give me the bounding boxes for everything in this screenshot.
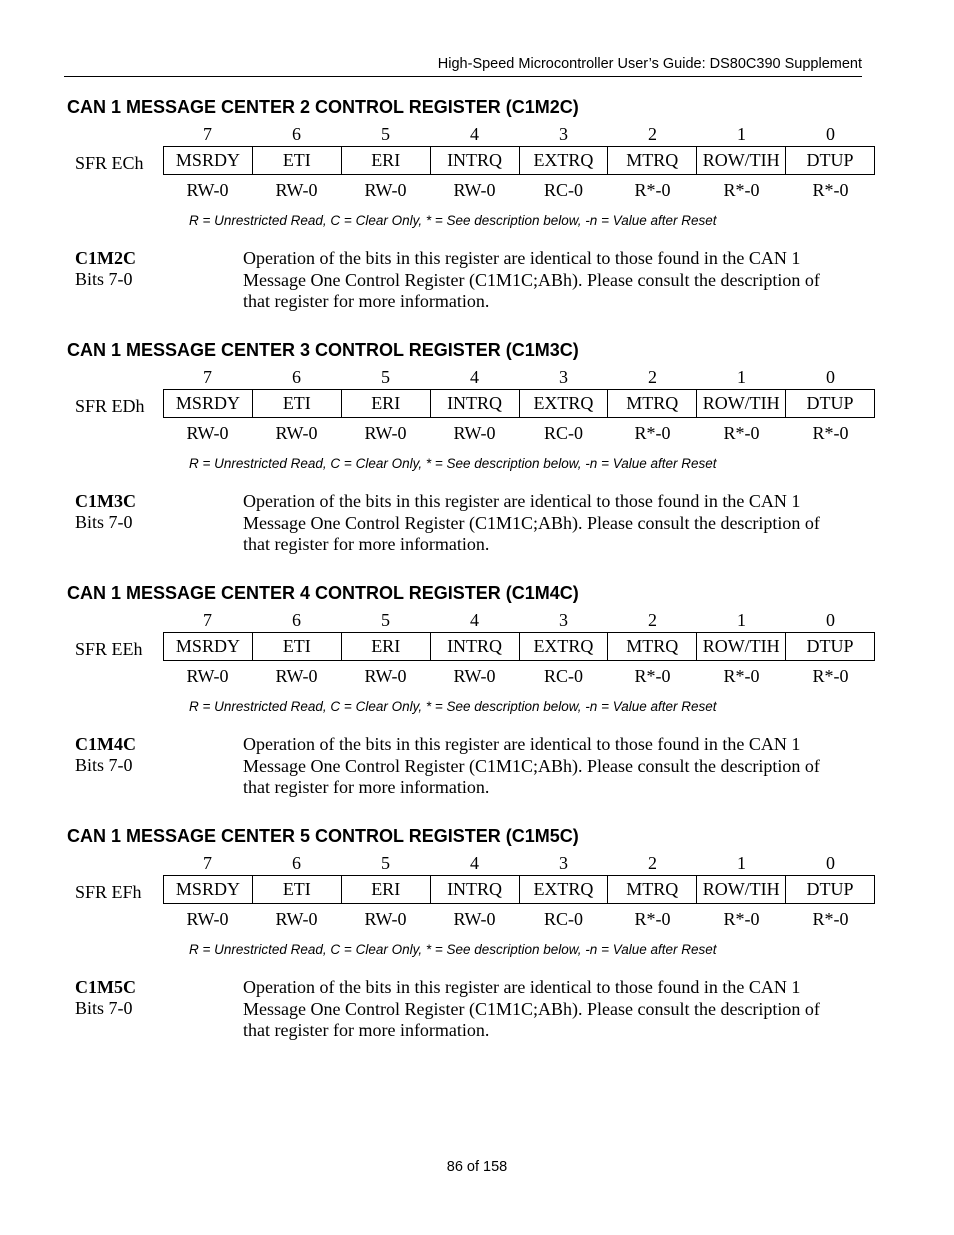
bit-number: 5: [381, 853, 390, 873]
access-value: R*-0: [723, 909, 760, 929]
access-value: RW-0: [364, 909, 407, 929]
access-legend: R = Unrestricted Read, C = Clear Only, * = See description below, -n = Value after Reset: [189, 456, 717, 471]
register-name: C1M3C: [75, 491, 136, 511]
bit-number-row: [163, 610, 875, 630]
access-value: RW-0: [275, 909, 318, 929]
access-legend: R = Unrestricted Read, C = Clear Only, * = See description below, -n = Value after Reset: [189, 699, 717, 714]
bit-number: 1: [737, 124, 746, 144]
bit-field: INTRQ: [431, 876, 520, 903]
access-value: R*-0: [634, 180, 671, 200]
access-value: RW-0: [453, 180, 496, 200]
bit-number: 7: [203, 610, 212, 630]
bit-number: 4: [470, 853, 479, 873]
register-section: [0, 96, 954, 326]
access-value: RW-0: [364, 180, 407, 200]
access-value: RW-0: [186, 666, 229, 686]
access-value: RC-0: [543, 180, 583, 200]
access-value: R*-0: [723, 180, 760, 200]
bit-number: 4: [470, 124, 479, 144]
bit-field: INTRQ: [431, 147, 520, 174]
register-section: [0, 825, 954, 1055]
bit-field: MSRDY: [164, 876, 253, 903]
bit-number-row: [163, 124, 875, 144]
access-value: R*-0: [634, 423, 671, 443]
bit-field: ROW/TIH: [697, 633, 786, 660]
section-title: CAN 1 MESSAGE CENTER 4 CONTROL REGISTER (C1M4C): [67, 583, 579, 603]
register-name: C1M5C: [75, 977, 136, 997]
access-value: RW-0: [453, 909, 496, 929]
bit-field: ETI: [253, 876, 342, 903]
access-row: [163, 909, 875, 929]
bit-field: MSRDY: [164, 147, 253, 174]
bit-number-row: [163, 367, 875, 387]
bit-field: DTUP: [806, 636, 854, 656]
bit-number: 2: [648, 853, 657, 873]
section-title: CAN 1 MESSAGE CENTER 2 CONTROL REGISTER (C1M2C): [67, 97, 579, 117]
register-description: Operation of the bits in this register are identical to those found in the CAN 1 Message One Control Register (C1M1C;ABh). Please consult the description of that register for more information.: [243, 491, 820, 554]
bit-number: 1: [737, 367, 746, 387]
bit-number: 3: [559, 853, 568, 873]
bit-range: Bits 7-0: [75, 512, 133, 532]
access-value: R*-0: [634, 666, 671, 686]
access-row: [163, 423, 875, 443]
access-value: RC-0: [543, 909, 583, 929]
bit-number: 2: [648, 610, 657, 630]
bit-number: 5: [381, 367, 390, 387]
bit-number: 3: [559, 610, 568, 630]
access-value: RC-0: [543, 666, 583, 686]
bit-field: MSRDY: [164, 633, 253, 660]
access-legend: R = Unrestricted Read, C = Clear Only, * = See description below, -n = Value after Reset: [189, 213, 717, 228]
bit-field: MTRQ: [608, 390, 697, 417]
bit-field: ROW/TIH: [697, 390, 786, 417]
access-value: RW-0: [364, 666, 407, 686]
access-value: R*-0: [812, 666, 849, 686]
bit-field: MTRQ: [608, 147, 697, 174]
bit-field: DTUP: [806, 879, 854, 899]
bit-field: EXTRQ: [520, 633, 609, 660]
bit-field: ETI: [253, 390, 342, 417]
bit-field: ROW/TIH: [697, 876, 786, 903]
register-description: Operation of the bits in this register are identical to those found in the CAN 1 Message One Control Register (C1M1C;ABh). Please consult the description of that register for more information.: [243, 734, 820, 797]
bit-range: Bits 7-0: [75, 269, 133, 289]
register-bit-fields: [163, 875, 875, 904]
bit-number: 0: [826, 367, 835, 387]
bit-number-row: [163, 853, 875, 873]
bit-number: 1: [737, 853, 746, 873]
bit-field: EXTRQ: [520, 876, 609, 903]
access-value: RW-0: [186, 909, 229, 929]
header-title: High-Speed Microcontroller User’s Guide: DS80C390 Supplement: [437, 56, 862, 72]
access-value: RW-0: [186, 423, 229, 443]
access-row: [163, 180, 875, 200]
page-number: 86 of 158: [446, 1159, 508, 1175]
access-value: RC-0: [543, 423, 583, 443]
sfr-address: SFR ECh: [75, 153, 144, 173]
bit-field: ERI: [342, 390, 431, 417]
bit-field: INTRQ: [431, 633, 520, 660]
bit-field: MTRQ: [608, 633, 697, 660]
bit-field: DTUP: [806, 150, 854, 170]
access-value: RW-0: [275, 180, 318, 200]
access-value: R*-0: [812, 909, 849, 929]
bit-number: 2: [648, 124, 657, 144]
bit-field: ERI: [342, 147, 431, 174]
bit-range: Bits 7-0: [75, 755, 133, 775]
bit-number: 4: [470, 610, 479, 630]
register-section: [0, 339, 954, 569]
access-value: RW-0: [453, 423, 496, 443]
access-value: RW-0: [275, 423, 318, 443]
bit-number: 1: [737, 610, 746, 630]
bit-number: 0: [826, 853, 835, 873]
bit-field: EXTRQ: [520, 147, 609, 174]
bit-number: 6: [292, 610, 301, 630]
access-value: R*-0: [812, 423, 849, 443]
bit-field: DTUP: [806, 393, 854, 413]
bit-number: 3: [559, 367, 568, 387]
bit-number: 3: [559, 124, 568, 144]
bit-number: 6: [292, 367, 301, 387]
access-value: RW-0: [364, 423, 407, 443]
bit-number: 6: [292, 124, 301, 144]
register-bit-fields: [163, 146, 875, 175]
access-value: RW-0: [275, 666, 318, 686]
bit-field: ROW/TIH: [697, 147, 786, 174]
access-legend: R = Unrestricted Read, C = Clear Only, * = See description below, -n = Value after Reset: [189, 942, 717, 957]
register-name: C1M2C: [75, 248, 136, 268]
bit-number: 7: [203, 853, 212, 873]
register-bit-fields: [163, 389, 875, 418]
page-header: [64, 54, 862, 77]
register-bit-fields: [163, 632, 875, 661]
register-section: [0, 582, 954, 812]
access-value: R*-0: [723, 666, 760, 686]
access-value: RW-0: [186, 180, 229, 200]
register-name: C1M4C: [75, 734, 136, 754]
section-title: CAN 1 MESSAGE CENTER 5 CONTROL REGISTER (C1M5C): [67, 826, 579, 846]
bit-field: ERI: [342, 876, 431, 903]
bit-number: 2: [648, 367, 657, 387]
register-description: Operation of the bits in this register are identical to those found in the CAN 1 Message One Control Register (C1M1C;ABh). Please consult the description of that register for more information.: [243, 977, 820, 1040]
bit-field: MSRDY: [164, 390, 253, 417]
bit-field: ETI: [253, 633, 342, 660]
register-description: Operation of the bits in this register are identical to those found in the CAN 1 Message One Control Register (C1M1C;ABh). Please consult the description of that register for more information.: [243, 248, 820, 311]
bit-field: EXTRQ: [520, 390, 609, 417]
bit-number: 0: [826, 610, 835, 630]
access-value: R*-0: [723, 423, 760, 443]
bit-number: 4: [470, 367, 479, 387]
bit-number: 7: [203, 124, 212, 144]
bit-number: 6: [292, 853, 301, 873]
bit-number: 5: [381, 610, 390, 630]
sfr-address: SFR EFh: [75, 882, 142, 902]
access-value: RW-0: [453, 666, 496, 686]
access-value: R*-0: [812, 180, 849, 200]
bit-field: MTRQ: [608, 876, 697, 903]
sfr-address: SFR EDh: [75, 396, 145, 416]
bit-field: INTRQ: [431, 390, 520, 417]
access-value: R*-0: [634, 909, 671, 929]
bit-number: 5: [381, 124, 390, 144]
access-row: [163, 666, 875, 686]
bit-field: ETI: [253, 147, 342, 174]
bit-field: ERI: [342, 633, 431, 660]
section-title: CAN 1 MESSAGE CENTER 3 CONTROL REGISTER (C1M3C): [67, 340, 579, 360]
bit-number: 7: [203, 367, 212, 387]
bit-range: Bits 7-0: [75, 998, 133, 1018]
bit-number: 0: [826, 124, 835, 144]
sfr-address: SFR EEh: [75, 639, 143, 659]
